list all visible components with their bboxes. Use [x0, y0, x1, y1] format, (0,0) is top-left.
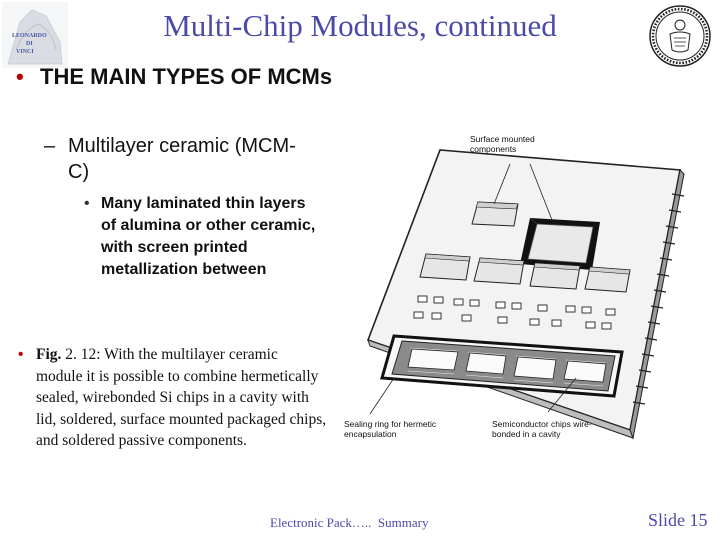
footer-text: Electronic Pack….. Summary [270, 515, 429, 530]
slide-title: Multi-Chip Modules, continued [163, 8, 557, 43]
leonardo-logo-icon [2, 2, 68, 68]
mcm-module-illustration [330, 130, 700, 460]
bullet-icon: • [18, 346, 24, 363]
logo-text-line: LEONARDO [12, 33, 47, 39]
bullet-laminated-layers [84, 193, 324, 281]
figure-caption [18, 344, 328, 452]
bullet-icon: • [84, 195, 90, 212]
university-seal-icon [648, 4, 712, 68]
mcm-figure [330, 130, 700, 460]
logo-text-line: VINCI [16, 49, 34, 55]
label-semiconductor-chips: Semiconductor chips wire-bonded in a cavity [492, 419, 592, 439]
logo-text-line: DI [26, 41, 33, 47]
bullet-text: Multilayer ceramic (MCM-C) [68, 135, 296, 183]
label-sealing-ring: Sealing ring for hermetic encapsulation [344, 419, 437, 439]
bullet-text: THE MAIN TYPES OF MCMs [40, 64, 333, 89]
dash-icon: – [44, 135, 56, 157]
caption-text [36, 344, 328, 452]
bullet-icon: • [16, 64, 24, 89]
fig-label: Fig. [36, 346, 62, 363]
bullet-main-types [16, 63, 356, 91]
label-surface-mounted: Surface mounted components [470, 134, 535, 154]
slide-number: Slide 15 [648, 510, 708, 530]
bullet-text: Many laminated thin layers of alumina or other ceramic, with screen printed metallization between [101, 195, 316, 278]
bullet-multilayer-ceramic [44, 133, 344, 185]
caption-body: 2. 12: With the multilayer ceramic module it is possible to combine hermetically sealed, wirebonded Si chips in a cavity with lid, soldered, surface mounted packaged chips, and soldered passive components. [36, 346, 327, 449]
